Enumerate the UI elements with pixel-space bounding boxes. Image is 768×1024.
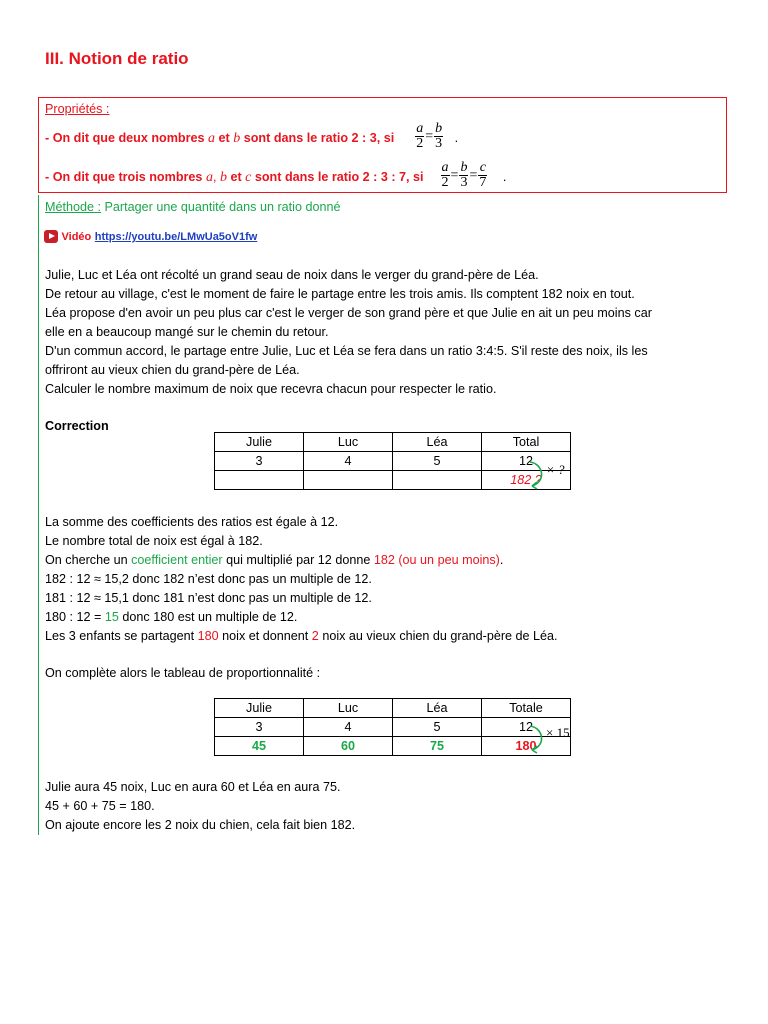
problem-line: Léa propose d'en avoir un peu plus car c'est le verger de son grand père et que Julie en ait un peu moins car (45, 306, 652, 320)
table-cell: 75 (393, 737, 482, 756)
method-side-bar (38, 195, 39, 835)
table-cell: Julie (215, 433, 304, 452)
method-line (45, 199, 340, 215)
problem-line: Calculer le nombre maximum de noix que recevra chacun pour respecter le ratio. (45, 382, 497, 396)
explanation-line: 181 : 12 ≈ 15,1 donc 181 n’est donc pas un multiple de 12. (45, 591, 372, 605)
ratio-table-1 (214, 432, 571, 490)
explanation-line: On cherche un coefficient entier qui multiplié par 12 donne 182 (ou un peu moins). (45, 553, 504, 567)
table-header-row (215, 699, 571, 718)
problem-line: elle en a beaucoup mangé sur le chemin du retour. (45, 325, 329, 339)
fraction-b-3: $\frac{b}{3}$ (435, 121, 443, 151)
explanation-line: La somme des coefficients des ratios est égale à 12. (45, 515, 339, 529)
table-cell: 5 (393, 718, 482, 737)
table-cell: Léa (393, 699, 482, 718)
table-cell (304, 471, 393, 490)
table-cell: Léa (393, 433, 482, 452)
video-link[interactable]: https://youtu.be/LMwUa5oV1fw (94, 231, 258, 243)
table-cell: 5 (393, 452, 482, 471)
explanation-line: 182 : 12 ≈ 15,2 donc 182 n’est donc pas un multiple de 12. (45, 572, 372, 586)
table-cell: Julie (215, 699, 304, 718)
table-cell: 3 (215, 452, 304, 471)
table-cell (393, 471, 482, 490)
table-cell: Luc (304, 699, 393, 718)
method-text: Partager une quantité dans un ratio donné (104, 200, 341, 214)
problem-line: De retour au village, c'est le moment de faire le partage entre les trois amis. Ils comptent 182 noix en tout. (45, 287, 635, 301)
section-title: III. Notion de ratio (45, 49, 189, 68)
ratio-2-3: ratio 2 : 3 (320, 130, 377, 145)
problem-line: D'un commun accord, le partage entre Julie, Luc et Léa se fera dans un ratio 3:4:5. S'il reste des noix, ils les (45, 344, 648, 358)
table-cell: Luc (304, 433, 393, 452)
fraction-a-2: $\frac{a}{2}$ (441, 160, 449, 190)
ratio-table-2 (214, 698, 571, 756)
table-cell-unknown-total: 182 ? (482, 471, 571, 490)
table-cell: 60 (304, 737, 393, 756)
correction-heading: Correction (45, 419, 109, 433)
explanation-line: Les 3 enfants se partagent 180 noix et donnent 2 noix au vieux chien du grand-père de Léa. (45, 629, 558, 643)
table-cell: 12 (482, 452, 571, 471)
table-header-row (215, 433, 571, 452)
table-cell: 12 (482, 718, 571, 737)
table-row (215, 452, 571, 471)
explanation-line: Le nombre total de noix est égal à 182. (45, 534, 263, 548)
table-row (215, 471, 571, 490)
explanation-line: On complète alors le tableau de proportionnalité : (45, 666, 321, 680)
multiplier-label: × ? (546, 462, 565, 477)
conclusion-line: 45 + 60 + 75 = 180. (45, 799, 155, 813)
table-cell: 4 (304, 452, 393, 471)
video-line (44, 228, 257, 245)
table-row (215, 718, 571, 737)
property-two-numbers: - On dit que deux nombres a et b sont dans le ratio 2 : 3, si $\frac{a}{2}$ = $\frac{b}{3}$ . (45, 121, 459, 151)
video-label: Vidéo (61, 231, 92, 243)
table-cell: 4 (304, 718, 393, 737)
play-icon[interactable] (44, 230, 58, 243)
table-cell: Totale (482, 699, 571, 718)
property-three-numbers: - On dit que trois nombres a, b et c sont dans le ratio 2 : 3 : 7, si $\frac{a}{2}$ = $\frac{b}{3}$ = $\frac{c}{7}$ . (45, 160, 507, 190)
fraction-b-3: $\frac{b}{3}$ (460, 160, 468, 190)
ratio-2-3-7: ratio 2 : 3 : 7 (331, 169, 407, 184)
problem-line: offriront au vieux chien du grand-père de Léa. (45, 363, 300, 377)
conclusion-line: On ajoute encore les 2 noix du chien, cela fait bien 182. (45, 818, 356, 832)
table-cell: 180 (482, 737, 571, 756)
table-cell: 3 (215, 718, 304, 737)
conclusion-line: Julie aura 45 noix, Luc en aura 60 et Léa en aura 75. (45, 780, 341, 794)
fraction-a-2: $\frac{a}{2}$ (416, 121, 424, 151)
table-row (215, 737, 571, 756)
fraction-c-7: $\frac{c}{7}$ (479, 160, 487, 190)
problem-line: Julie, Luc et Léa ont récolté un grand seau de noix dans le verger du grand-père de Léa. (45, 268, 539, 282)
explanation-line: 180 : 12 = 15 donc 180 est un multiple de 12. (45, 610, 298, 624)
table-cell: Total (482, 433, 571, 452)
table-cell (215, 471, 304, 490)
multiplier-label: × 15 (546, 725, 570, 740)
method-label: Méthode : (45, 200, 102, 214)
properties-heading: Propriétés : (45, 102, 110, 116)
table-cell: 45 (215, 737, 304, 756)
